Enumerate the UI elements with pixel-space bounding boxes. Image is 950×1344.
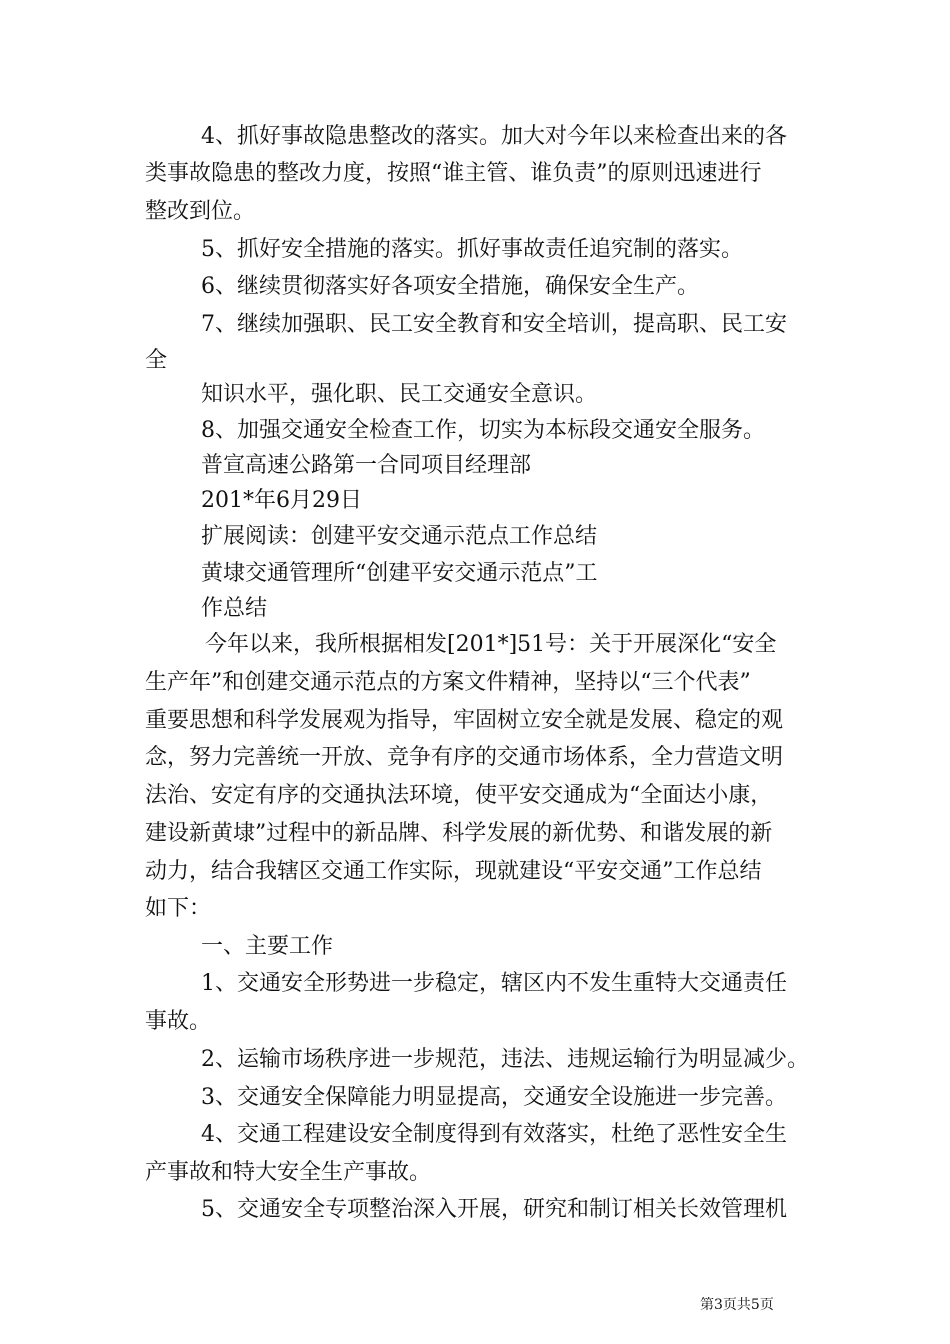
text-line: 4、抓好事故隐患整改的落实。加大对今年以来检查出来的各: [201, 124, 787, 149]
section-title-continued: 作总结: [201, 596, 268, 621]
text-line: 今年以来，我所根据相发[201*]51号：关于开展深化“安全: [205, 632, 777, 657]
text-line: 念，努力完善统一开放、竞争有序的交通市场体系，全力营造文明: [145, 745, 784, 770]
text-line: 8、加强交通安全检查工作，切实为本标段交通安全服务。: [201, 418, 765, 443]
text-line: 建设新黄埭”过程中的新品牌、科学发展的新优势、和谐发展的新: [145, 821, 773, 846]
section-title: 黄埭交通管理所“创建平安交通示范点”工: [201, 561, 598, 586]
text-line: 动力，结合我辖区交通工作实际，现就建设“平安交通”工作总结: [145, 859, 762, 884]
signature-date: 201*年6月29日: [201, 488, 362, 513]
text-line: 重要思想和科学发展观为指导，牢固树立安全就是发展、稳定的观: [145, 708, 784, 733]
signature-organization: 普宣高速公路第一合同项目经理部: [201, 453, 532, 478]
text-line: 1、交通安全形势进一步稳定，辖区内不发生重特大交通责任: [201, 971, 787, 996]
text-line: 类事故隐患的整改力度，按照“谁主管、谁负责”的原则迅速进行: [145, 161, 762, 186]
text-line: 知识水平，强化职、民工交通安全意识。: [201, 382, 598, 407]
text-line: 3、交通安全保障能力明显提高，交通安全设施进一步完善。: [201, 1085, 787, 1110]
text-line: 法治、安定有序的交通执法环境，使平安交通成为“全面达小康，: [145, 783, 773, 808]
text-line: 全: [145, 348, 168, 373]
text-line: 7、继续加强职、民工安全教育和安全培训，提高职、民工安: [201, 312, 787, 337]
text-line: 4、交通工程建设安全制度得到有效落实，杜绝了恶性安全生: [201, 1122, 787, 1147]
section-heading: 一、主要工作: [201, 934, 334, 959]
text-line: 5、抓好安全措施的落实。抓好事故责任追究制的落实。: [201, 237, 743, 262]
extended-reading-heading: 扩展阅读：创建平安交通示范点工作总结: [201, 524, 598, 549]
text-line: 如下：: [145, 896, 212, 921]
text-line: 2、运输市场秩序进一步规范，违法、违规运输行为明显减少。: [201, 1047, 809, 1072]
text-line: 5、交通安全专项整治深入开展，研究和制订相关长效管理机: [201, 1197, 787, 1222]
page-number: 第3页共5页: [700, 1297, 774, 1313]
text-line: 产事故和特大安全生产事故。: [145, 1160, 432, 1185]
text-line: 事故。: [145, 1009, 212, 1034]
text-line: 生产年”和创建交通示范点的方案文件精神，坚持以“三个代表”: [145, 670, 751, 695]
text-line: 整改到位。: [145, 199, 256, 224]
text-line: 6、继续贯彻落实好各项安全措施，确保安全生产。: [201, 274, 699, 299]
